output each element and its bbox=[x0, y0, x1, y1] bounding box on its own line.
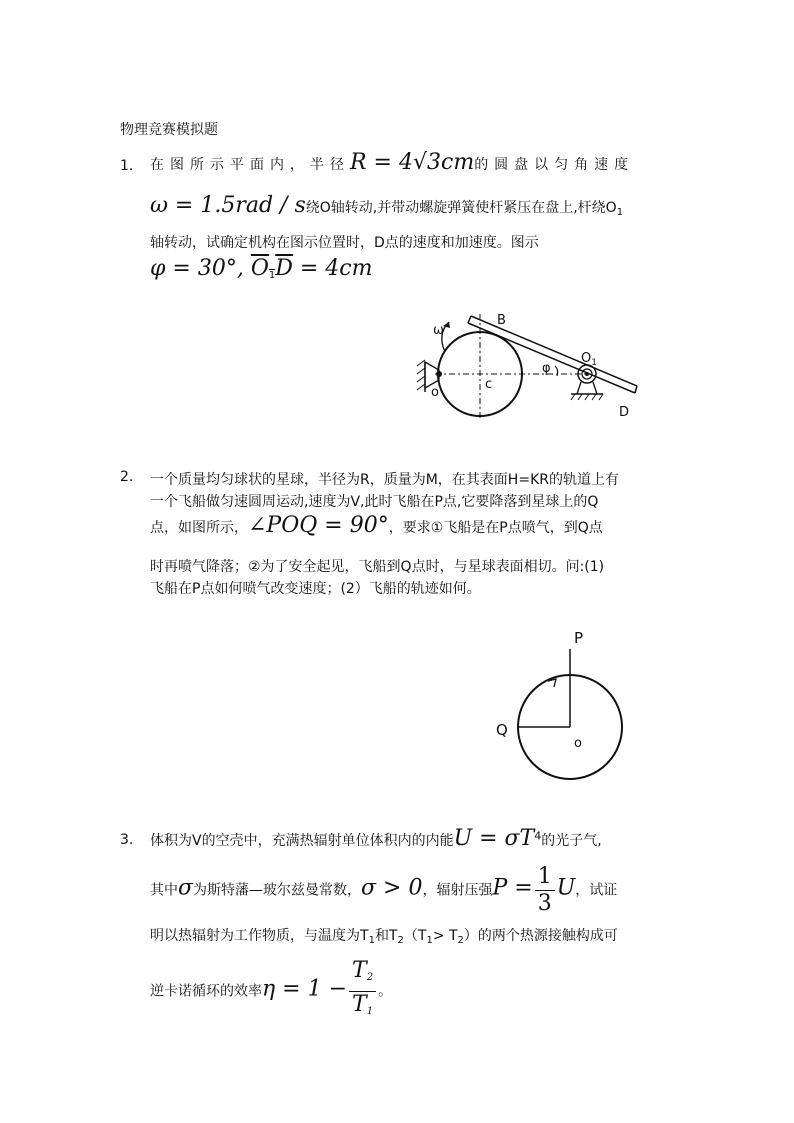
label-omega: ω bbox=[433, 323, 444, 338]
problem-3-line-2 bbox=[150, 864, 617, 917]
label-O1-sub: 1 bbox=[591, 358, 597, 368]
problem-3-eff-den-t: T bbox=[352, 992, 367, 1017]
rod-top bbox=[471, 316, 637, 386]
problem-3-eff-num-t: T bbox=[352, 958, 367, 983]
problem-3-line-3 bbox=[150, 925, 618, 946]
problem-3-text-2b: 为斯特藩—玻尔兹曼常数， bbox=[193, 882, 362, 899]
problem-2-line-4: 时再喷气降落；②为了安全起见，飞船到Q点时，与星球表面相切。问:(1) bbox=[150, 559, 605, 575]
problem-3-eff-num bbox=[349, 958, 376, 992]
problem-3-pressure-u: U bbox=[556, 875, 576, 901]
problem-1-o1d-d: $\overline{D}$ bbox=[275, 256, 293, 281]
problem-1-phi-formula: φ = 30°, bbox=[150, 256, 251, 281]
label-phi: φ bbox=[542, 361, 551, 376]
problem-3-text-2d: ，试证 bbox=[575, 882, 618, 899]
problem-3-sigma: σ bbox=[178, 875, 194, 901]
label-P: P bbox=[574, 629, 584, 647]
label-O: o bbox=[431, 385, 439, 400]
problem-3-eff-den bbox=[349, 992, 376, 1025]
problem-3-sub-4: 2 bbox=[457, 935, 464, 946]
label-B: B bbox=[497, 313, 506, 328]
problem-2-line-1: 一个质量均匀球状的星球，半径为R，质量为M，在其表面H=KR的轨道上有 bbox=[150, 472, 619, 488]
problem-3-pressure: P = bbox=[492, 875, 533, 901]
problem-1-text-1a: 在图所示平面内，半径 bbox=[150, 157, 350, 173]
problem-3-fraction bbox=[535, 864, 555, 917]
problem-3-eff-den-sub: 1 bbox=[366, 1006, 374, 1017]
problem-1-text-2: 绕O轴转动,并带动螺旋弹簧使杆紧压在盘上,杆绕O bbox=[305, 200, 617, 216]
problem-1-line-3: 轴转动，试确定机构在图示位置时，D点的速度和加速度。图示 bbox=[150, 235, 539, 251]
problem-2-text-3a: 点，如图所示， bbox=[150, 520, 248, 536]
label-Q: Q bbox=[496, 721, 508, 739]
problem-3-text-2a: 其中 bbox=[150, 882, 178, 899]
problem-3-text-3c: （T bbox=[403, 928, 427, 944]
problem-3-text-4a: 逆卡诺循环的效率 bbox=[150, 983, 262, 1000]
problem-1-o1d-value: = 4cm bbox=[292, 256, 373, 281]
problem-3-text-4b: 。 bbox=[378, 983, 393, 1000]
problem-1-line-2 bbox=[150, 193, 623, 218]
problem-3-energy-formula: U = σT bbox=[453, 826, 535, 851]
problem-3-text-1a: 体积为V的空壳中，充满热辐射单位体积内的内能 bbox=[150, 833, 454, 849]
problem-1-number: 1. bbox=[120, 158, 134, 174]
problem-1-text-2-sub: 1 bbox=[616, 207, 624, 218]
problem-3-efficiency: η = 1 − bbox=[262, 976, 348, 1002]
problem-1-radius-formula: R = 4√3cm bbox=[350, 150, 475, 175]
problem-3-text-1b: 的光子气, bbox=[541, 833, 602, 849]
problem-2-line-5: 飞船在P点如何喷气改变速度；(2）飞船的轨迹如何。 bbox=[150, 581, 481, 597]
problem-1-line-1 bbox=[150, 150, 634, 175]
problem-2-figure bbox=[490, 625, 650, 785]
problem-3-line-1 bbox=[150, 826, 602, 851]
problem-1-omega-formula: ω = 1.5rad / s bbox=[150, 193, 306, 218]
problem-1-o1d-sub: 1 bbox=[268, 270, 276, 281]
document-title: 物理竞赛模拟题 bbox=[120, 122, 218, 138]
problem-1-figure bbox=[405, 290, 645, 430]
label-D: D bbox=[619, 405, 630, 420]
problem-3-eff-num-sub: 2 bbox=[366, 972, 374, 983]
problem-3-efficiency-fraction bbox=[349, 958, 376, 1025]
problem-2-number: 2. bbox=[120, 469, 134, 485]
problem-1-o1d-o: $\overline{O}$ bbox=[250, 256, 269, 281]
problem-3-fraction-den: 3 bbox=[537, 891, 552, 916]
problem-3-number: 3. bbox=[120, 832, 134, 848]
problem-3-text-3e: ）的两个热源接触构成可 bbox=[463, 928, 618, 944]
problem-3-sub-2: 2 bbox=[397, 935, 404, 946]
problem-1-text-1b: 的圆盘以匀角速度 bbox=[474, 157, 635, 173]
label-C: c bbox=[485, 377, 493, 392]
problem-3-text-2c: ，辐射压强 bbox=[422, 882, 493, 899]
problem-2-angle-formula: ∠POQ = 90° bbox=[248, 513, 389, 538]
problem-3-text-3d: > T bbox=[432, 928, 458, 944]
label-O1 bbox=[581, 351, 597, 368]
problem-3-line-4 bbox=[150, 958, 392, 1025]
problem-2-text-3b: ，要求①飞船是在P点喷气，到Q点 bbox=[388, 520, 603, 536]
problem-3-sub-1: 1 bbox=[368, 935, 375, 946]
problem-3-text-3a: 明以热辐射为工作物质，与温度为T bbox=[150, 928, 369, 944]
problem-2-line-2: 一个飞船做匀速圆周运动,速度为V,此时飞船在P点,它要降落到星球上的Q bbox=[150, 494, 599, 510]
label-planet-O: o bbox=[574, 736, 582, 751]
problem-3-sub-3: 1 bbox=[426, 935, 433, 946]
problem-3-sigma-positive: σ > 0 bbox=[361, 875, 423, 901]
rod-bottom bbox=[468, 323, 635, 393]
problem-2-line-3 bbox=[150, 513, 603, 538]
label-O1-main: O bbox=[581, 351, 592, 366]
problem-3-fraction-num: 1 bbox=[535, 864, 555, 891]
problem-3-energy-sup: 4 bbox=[534, 829, 542, 843]
problem-3-text-3b: 和T bbox=[374, 928, 398, 944]
problem-1-line-4 bbox=[150, 256, 372, 281]
